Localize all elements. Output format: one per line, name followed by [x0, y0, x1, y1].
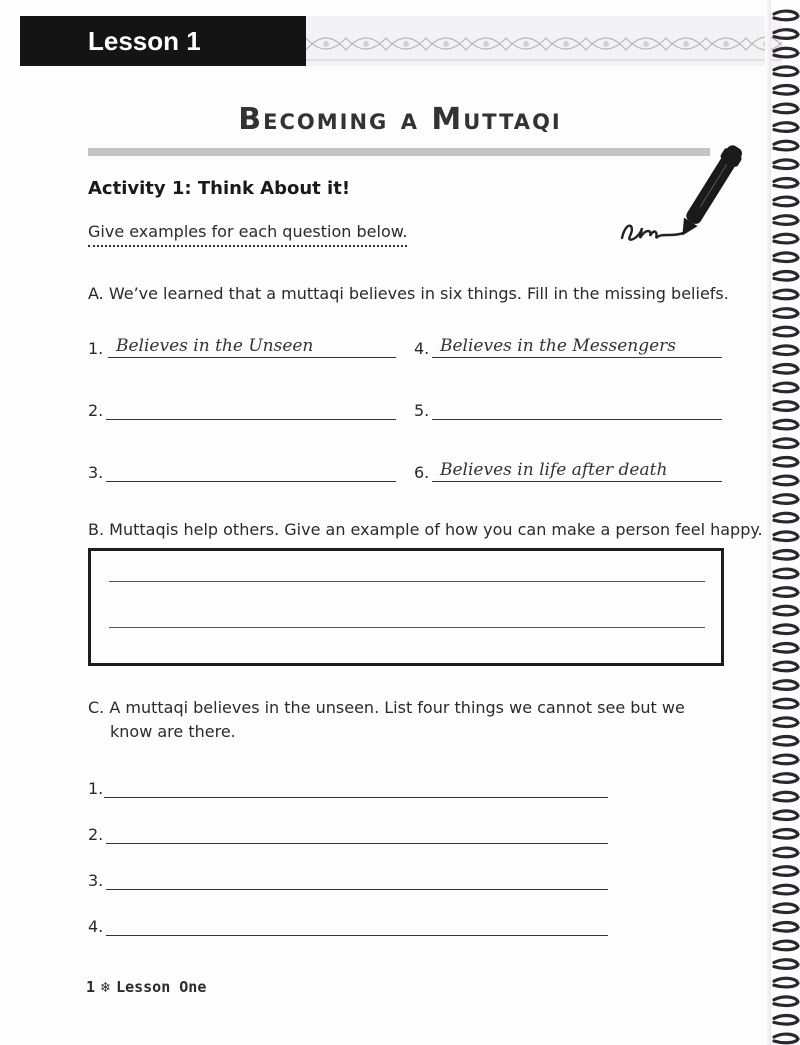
spiral-loop	[774, 86, 798, 95]
spiral-loop	[774, 737, 798, 746]
spiral-loop	[774, 365, 798, 374]
spiral-loop	[774, 885, 798, 894]
ornament-border	[306, 16, 782, 66]
unseen-row-3	[88, 866, 610, 890]
footer-label: Lesson One	[116, 978, 207, 996]
answer-line	[109, 627, 705, 628]
spiral-loop	[774, 290, 798, 299]
spiral-loop	[774, 495, 798, 504]
spiral-loop	[774, 216, 798, 225]
spiral-loop	[774, 197, 798, 206]
spiral-loop	[774, 234, 798, 243]
page-footer	[86, 978, 206, 996]
page-number: 1	[86, 978, 96, 996]
spiral-loop	[774, 1034, 798, 1043]
spiral-loop	[774, 48, 798, 57]
question-c-line1: C. A muttaqi believes in the unseen. List four things we cannot see but we	[88, 698, 685, 717]
spiral-loop	[774, 569, 798, 578]
spiral-loop	[774, 420, 798, 429]
snowflake-icon: ❄	[101, 978, 111, 996]
spiral-loop	[774, 848, 798, 857]
spiral-loop	[774, 458, 798, 467]
activity-heading: Activity 1: Think About it!	[88, 178, 351, 199]
spiral-loop	[774, 718, 798, 727]
question-b: B. Muttaqis help others. Give an example of how you can make a person feel happy.	[88, 520, 763, 539]
spiral-loop	[774, 774, 798, 783]
spiral-loop	[774, 402, 798, 411]
spiral-loop	[774, 588, 798, 597]
pen-icon	[612, 128, 752, 248]
spiral-loop	[774, 327, 798, 336]
spiral-loop	[774, 625, 798, 634]
spiral-loop	[774, 960, 798, 969]
instructions: Give examples for each question below.	[88, 222, 407, 247]
belief-row-3	[88, 458, 398, 482]
belief-number: 1.	[88, 339, 104, 358]
spiral-loop	[774, 755, 798, 764]
spiral-binding	[770, 0, 800, 1045]
answer-line[interactable]	[106, 889, 608, 890]
spiral-loop	[774, 513, 798, 522]
spiral-loop	[774, 123, 798, 132]
spiral-loop	[774, 67, 798, 76]
spiral-loop	[774, 699, 798, 708]
spiral-loop	[774, 978, 798, 987]
unseen-number: 3.	[88, 871, 104, 890]
spiral-loop	[774, 681, 798, 690]
spiral-loop	[774, 811, 798, 820]
spiral-loop	[774, 439, 798, 448]
belief-number: 6.	[414, 463, 430, 482]
answer-line	[109, 581, 705, 582]
spiral-loop	[774, 997, 798, 1006]
question-c-line2: know are there.	[110, 722, 236, 741]
lesson-tab: Lesson 1	[20, 16, 306, 66]
unseen-number: 4.	[88, 917, 104, 936]
spiral-loop	[774, 1016, 798, 1025]
spiral-loop	[774, 551, 798, 560]
spiral-loop	[774, 476, 798, 485]
spiral-loop	[774, 904, 798, 913]
answer-line[interactable]	[106, 843, 608, 844]
spiral-loop	[774, 941, 798, 950]
spiral-loop	[774, 606, 798, 615]
belief-number: 4.	[414, 339, 430, 358]
answer-box-b[interactable]	[88, 548, 724, 666]
answer-field-4[interactable]: Believes in the Messengers	[440, 336, 677, 356]
unseen-number: 1.	[88, 779, 104, 798]
answer-line[interactable]	[106, 935, 608, 936]
unseen-number: 2.	[88, 825, 104, 844]
spiral-loop	[774, 11, 798, 20]
spiral-loop	[774, 644, 798, 653]
answer-field-6[interactable]: Believes in life after death	[440, 460, 668, 480]
unseen-row-2	[88, 820, 610, 844]
spiral-loop	[774, 867, 798, 876]
question-a: A. We’ve learned that a muttaqi believes in six things. Fill in the missing beliefs.	[88, 284, 729, 303]
spiral-loop	[774, 923, 798, 932]
belief-number: 5.	[414, 401, 430, 420]
belief-row-6	[414, 458, 724, 482]
spiral-loop	[774, 30, 798, 39]
spiral-loop	[774, 346, 798, 355]
spiral-loop	[774, 792, 798, 801]
spiral-loop	[774, 253, 798, 262]
belief-row-5	[414, 396, 724, 420]
spiral-loop	[774, 160, 798, 169]
spiral-loop	[774, 141, 798, 150]
unseen-row-1	[88, 774, 610, 798]
spiral-loop	[774, 532, 798, 541]
answer-field-1[interactable]: Believes in the Unseen	[116, 336, 314, 356]
belief-row-4	[414, 334, 724, 358]
belief-row-1	[88, 334, 398, 358]
spiral-loop	[774, 383, 798, 392]
spiral-loop	[774, 272, 798, 281]
spiral-loop	[774, 104, 798, 113]
spiral-loop	[774, 662, 798, 671]
belief-number: 3.	[88, 463, 104, 482]
belief-number: 2.	[88, 401, 104, 420]
answer-line[interactable]	[104, 797, 608, 798]
unseen-row-4	[88, 912, 610, 936]
page-title: Becoming a Muttaqi	[238, 102, 562, 137]
belief-row-2	[88, 396, 398, 420]
spiral-loop	[774, 179, 798, 188]
spiral-loop	[774, 309, 798, 318]
spiral-loop	[774, 830, 798, 839]
